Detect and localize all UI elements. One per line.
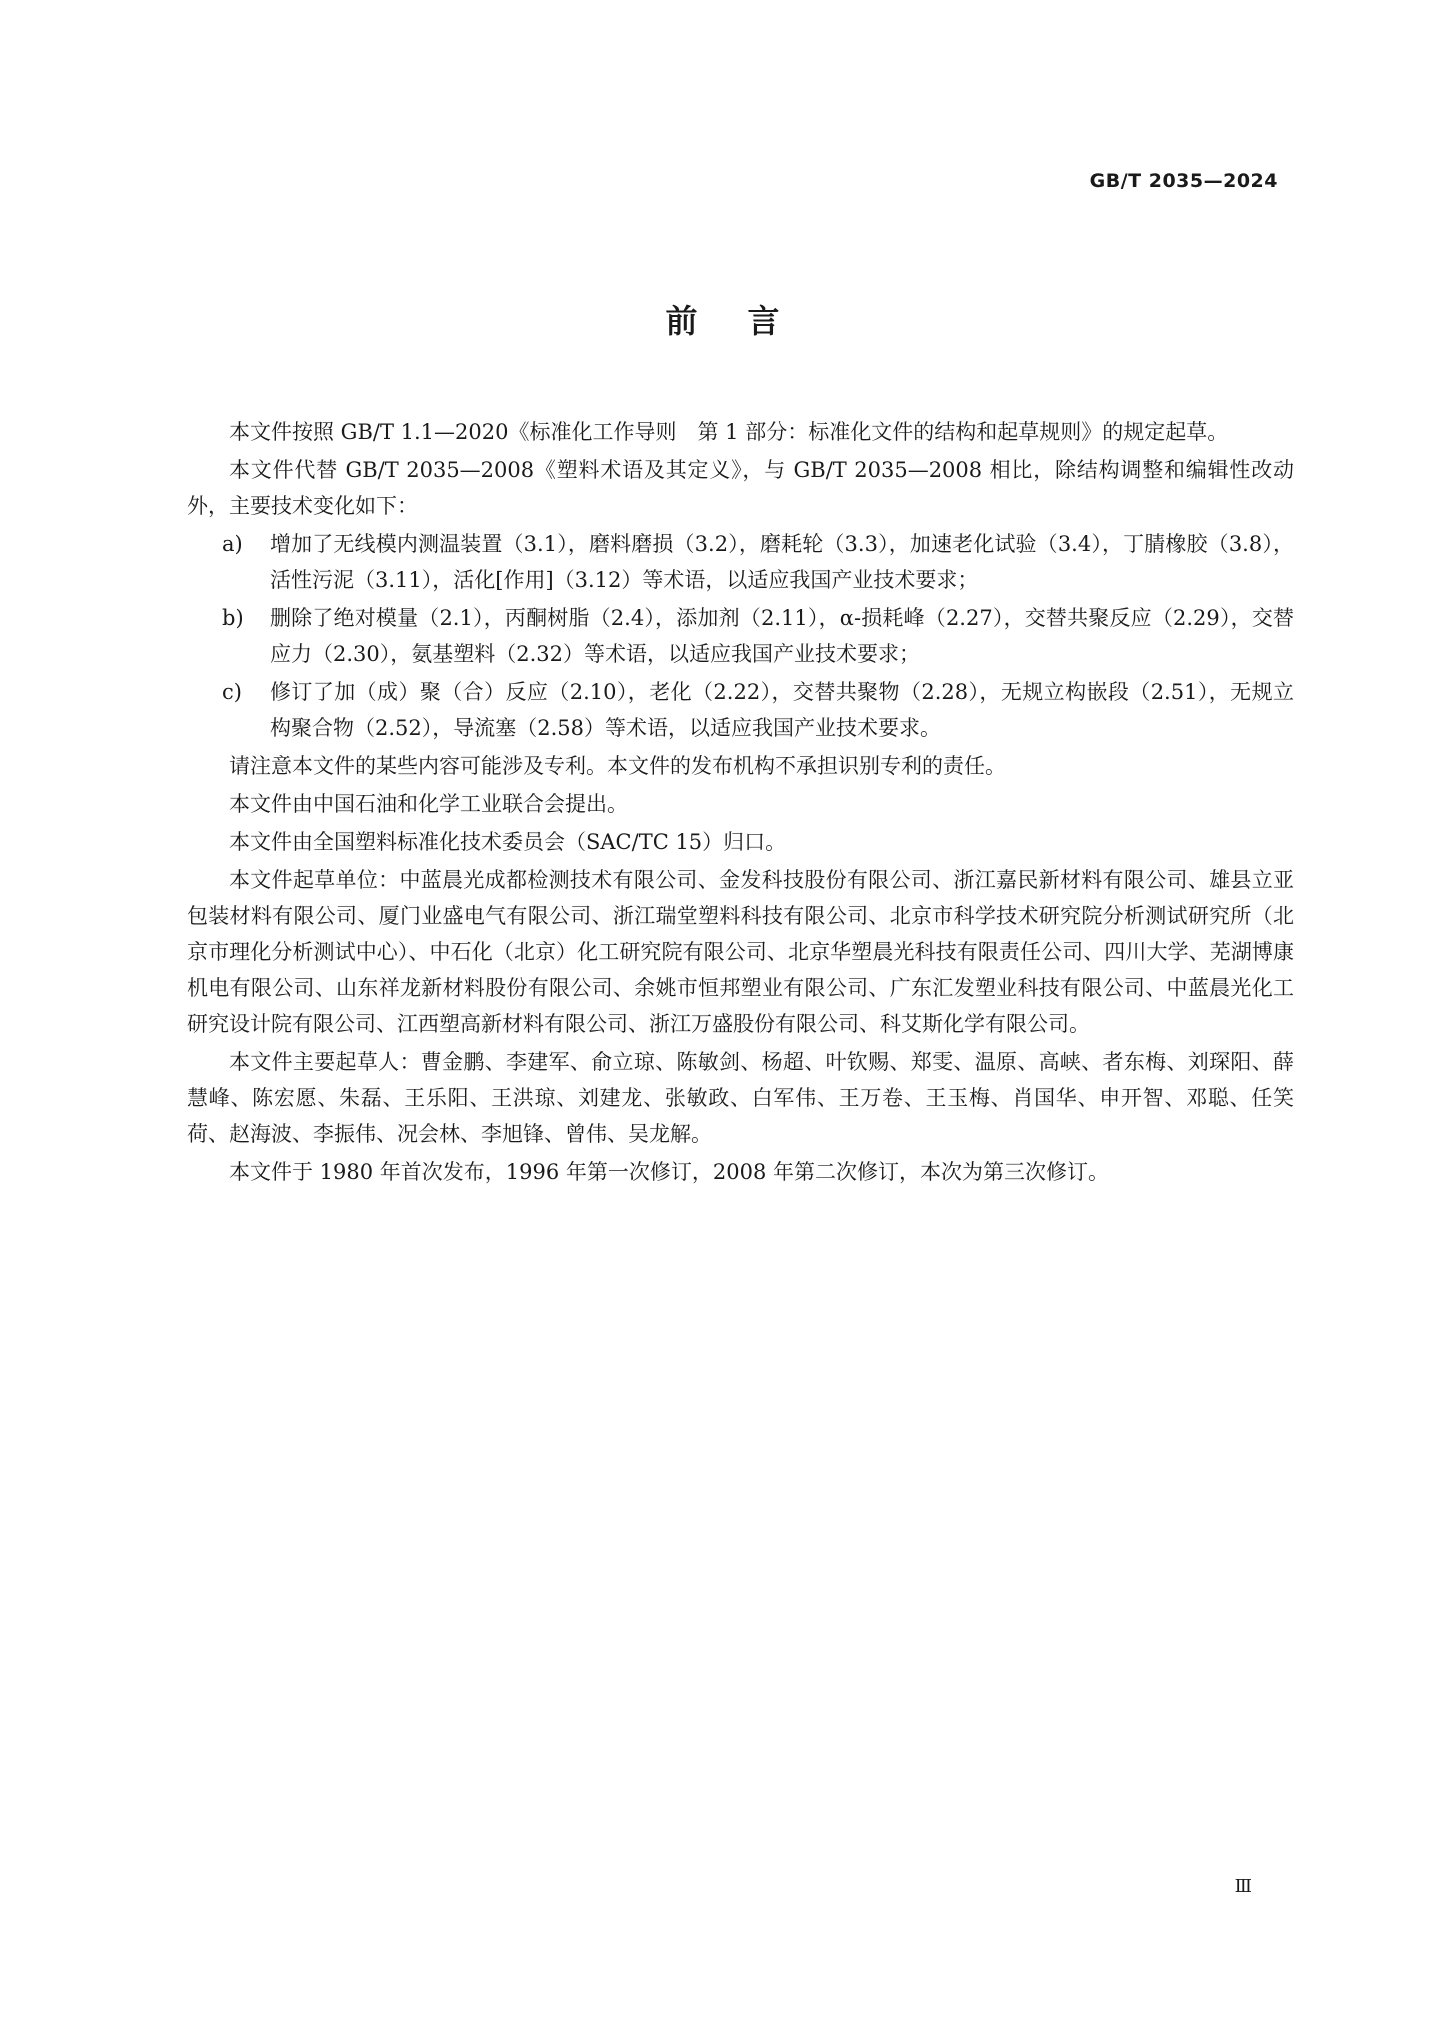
main-drafters: 本文件主要起草人：曹金鹏、李建军、俞立琼、陈敏剑、杨超、叶钦赐、郑雯、温原、高峡、者东梅、刘琛阳、薛慧峰、陈宏愿、朱磊、王乐阳、王洪琼、刘建龙、张敏政、白军伟、王万卷、王玉梅、肖国华、申开智、邓聪、任笑荷、赵海波、李振伟、况会林、李旭锋、曾伟、吴龙解。: [187, 1050, 1294, 1146]
change-text: 修订了加（成）聚（合）反应（2.10），老化（2.22），交替共聚物（2.28），无规立构嵌段（2.51），无规立构聚合物（2.52），导流塞（2.58）等术语，以适应我国产业技术要求。: [270, 680, 1294, 740]
foreword-body: [187, 414, 1294, 1192]
change-text: 增加了无线模内测温装置（3.1），磨料磨损（3.2），磨耗轮（3.3），加速老化试验（3.4），丁腈橡胶（3.8），活性污泥（3.11），活化[作用]（3.12）等术语，以适应我国产业技术要求；: [270, 532, 1294, 592]
change-item-b: [187, 600, 1294, 672]
list-marker: b): [222, 606, 244, 630]
page-number: Ⅲ: [1234, 1876, 1251, 1897]
proposed-by: 本文件由中国石油和化学工业联合会提出。: [229, 792, 628, 816]
change-item-c: [187, 674, 1294, 746]
page-title: 前言: [665, 302, 830, 340]
standard-code: GB/T 2035—2024: [1089, 170, 1278, 192]
drafting-units: 本文件起草单位：中蓝晨光成都检测技术有限公司、金发科技股份有限公司、浙江嘉民新材料有限公司、雄县立亚包装材料有限公司、厦门业盛电气有限公司、浙江瑞堂塑料科技有限公司、北京市科学技术研究院分析测试研究所（北京市理化分析测试中心）、中石化（北京）化工研究院有限公司、北京华塑晨光科技有限责任公司、四川大学、芜湖博康机电有限公司、山东祥龙新材料股份有限公司、余姚市恒邦塑业有限公司、广东汇发塑业科技有限公司、中蓝晨光化工研究设计院有限公司、江西塑高新材料有限公司、浙江万盛股份有限公司、科艾斯化学有限公司。: [187, 868, 1294, 1036]
revision-history: 本文件于 1980 年首次发布，1996 年第一次修订，2008 年第二次修订，本次为第三次修订。: [229, 1160, 1110, 1184]
list-marker: a): [222, 532, 243, 556]
replacement-paragraph: 本文件代替 GB/T 2035—2008《塑料术语及其定义》，与 GB/T 2035—2008 相比，除结构调整和编辑性改动外，主要技术变化如下：: [187, 458, 1294, 518]
change-item-a: [187, 526, 1294, 598]
list-marker: c): [222, 680, 242, 704]
centralized-by: 本文件由全国塑料标准化技术委员会（SAC/TC 15）归口。: [229, 830, 787, 854]
drafting-rules-paragraph: 本文件按照 GB/T 1.1—2020《标准化工作导则 第 1 部分：标准化文件的结构和起草规则》的规定起草。: [229, 420, 1229, 444]
change-text: 删除了绝对模量（2.1），丙酮树脂（2.4），添加剂（2.11），α-损耗峰（2.27），交替共聚反应（2.29），交替应力（2.30），氨基塑料（2.32）等术语，以适应我国产业技术要求；: [270, 606, 1294, 666]
patent-notice: 请注意本文件的某些内容可能涉及专利。本文件的发布机构不承担识别专利的责任。: [229, 754, 1006, 778]
